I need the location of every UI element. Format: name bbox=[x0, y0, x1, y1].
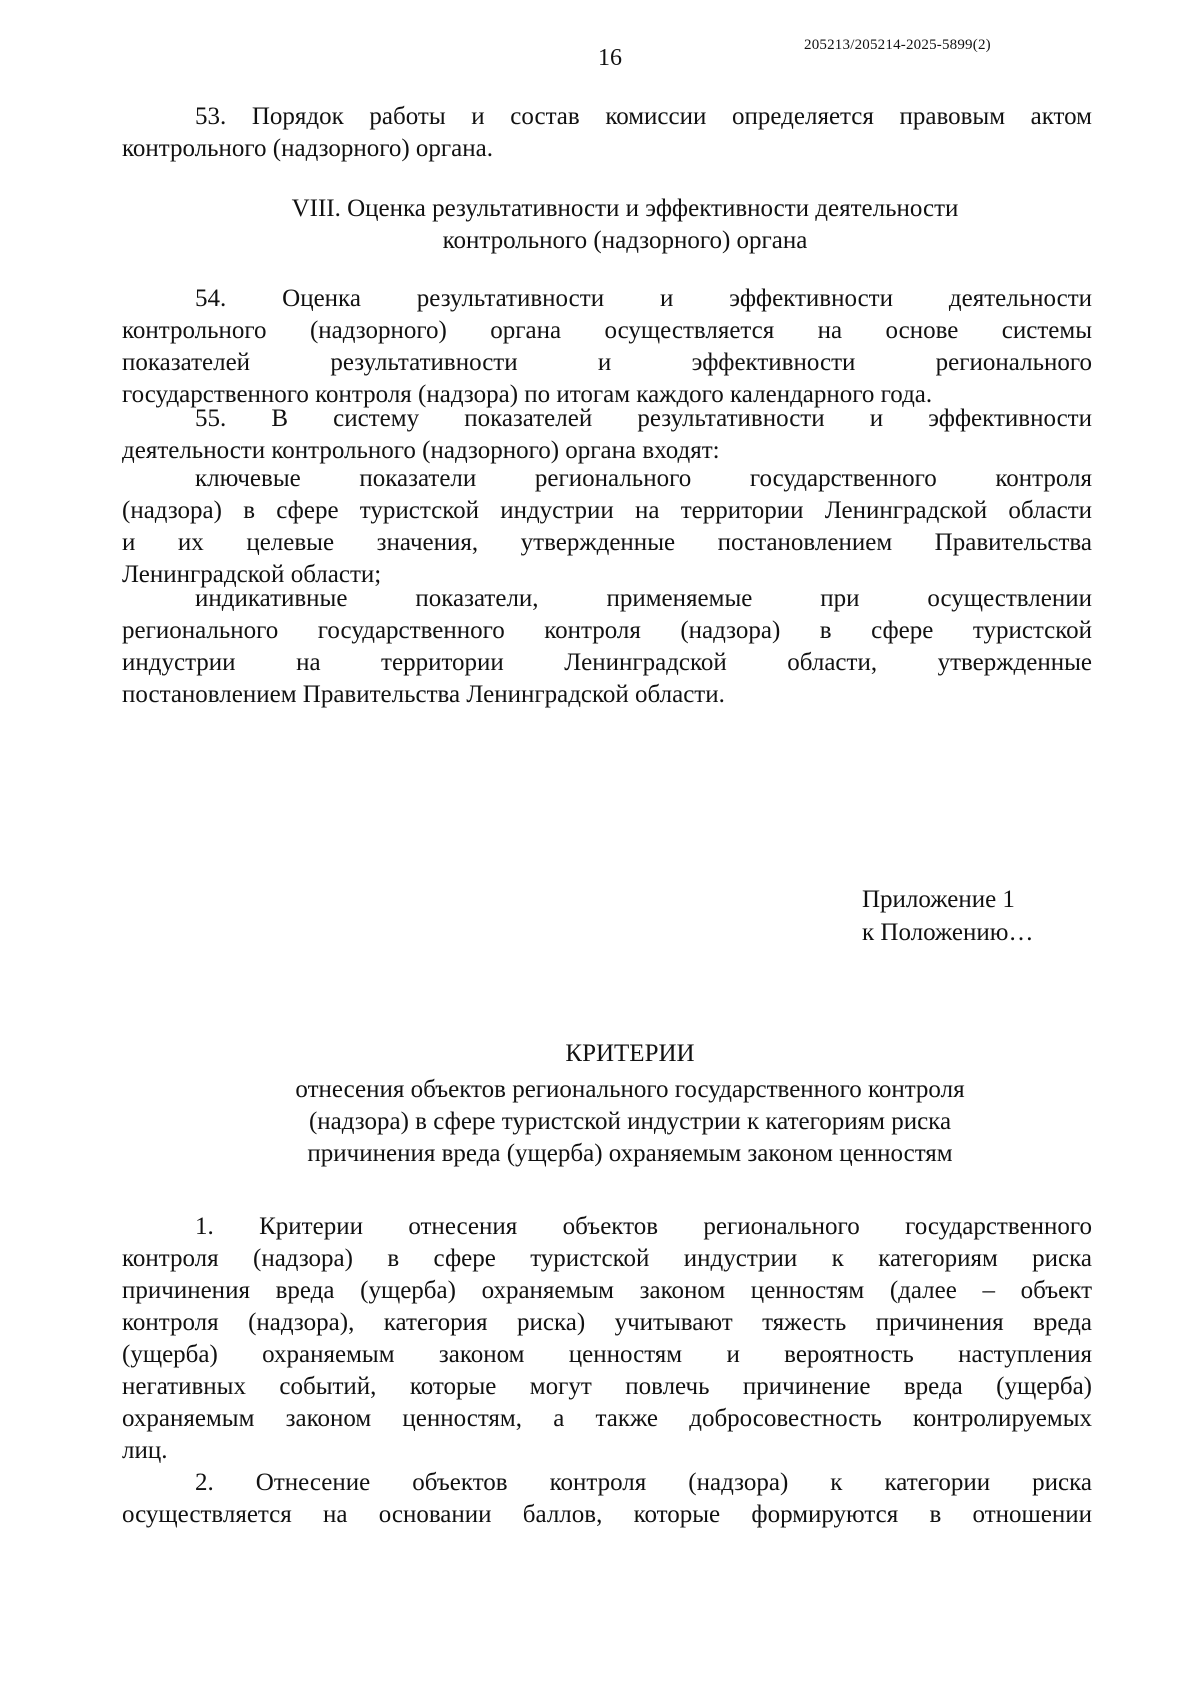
section-heading-line: контрольного (надзорного) органа bbox=[442, 227, 808, 254]
text-line: индикативные показатели, применяемые при осуществлении bbox=[195, 585, 1092, 612]
text-line: причинения вреда (ущерба) охраняемым законом ценностям (далее – объект bbox=[122, 1277, 1092, 1304]
list-item-key-indicators bbox=[122, 463, 1092, 591]
text-line: 2. Отнесение объектов контроля (надзора) к категории риска bbox=[195, 1469, 1092, 1496]
annex-line: Приложение 1 bbox=[862, 886, 1015, 913]
annex-label bbox=[862, 883, 1033, 949]
criteria-paragraph-1 bbox=[122, 1211, 1092, 1467]
document-code: 205213/205214-2025-5899(2) bbox=[804, 37, 991, 53]
text-line: Ленинградской области; bbox=[122, 561, 382, 588]
text-line: и их целевые значения, утвержденные постановлением Правительства bbox=[122, 529, 1092, 556]
text-line: осуществляется на основании баллов, которые формируются в отношении bbox=[122, 1501, 1092, 1528]
criteria-paragraph-2 bbox=[122, 1467, 1092, 1531]
text-line: ключевые показатели регионального государственного контроля bbox=[195, 465, 1092, 492]
criteria-subtitle-line: (надзора) в сфере туристской индустрии к категориям риска bbox=[308, 1108, 952, 1135]
text-line: постановлением Правительства Ленинградской области. bbox=[122, 681, 725, 708]
section-heading bbox=[122, 193, 1128, 257]
text-line: 55. В систему показателей результативности и эффективности bbox=[195, 405, 1092, 432]
text-line: (надзора) в сфере туристской индустрии на территории Ленинградской области bbox=[122, 497, 1092, 524]
text-line: государственного контроля (надзора) по итогам каждого календарного года. bbox=[122, 381, 933, 408]
text-line: 54. Оценка результативности и эффективности деятельности bbox=[195, 285, 1092, 312]
paragraph-53 bbox=[122, 101, 1092, 165]
criteria-subtitle-line: причинения вреда (ущерба) охраняемым законом ценностям bbox=[307, 1140, 953, 1167]
annex-line: к Положению… bbox=[862, 919, 1034, 946]
criteria-subtitle bbox=[122, 1074, 1138, 1170]
text-line: контроля (надзора), категория риска) учитывают тяжесть причинения вреда bbox=[122, 1309, 1092, 1336]
text-line: (ущерба) охраняемым законом ценностям и вероятность наступления bbox=[122, 1341, 1092, 1368]
text-line: лиц. bbox=[122, 1437, 168, 1464]
section-heading-line: VIII. Оценка результативности и эффективности деятельности bbox=[291, 195, 959, 222]
text-line: индустрии на территории Ленинградской области, утвержденные bbox=[122, 649, 1092, 676]
text-line: негативных событий, которые могут повлечь причинение вреда (ущерба) bbox=[122, 1373, 1092, 1400]
text-line: деятельности контрольного (надзорного) органа входят: bbox=[122, 437, 720, 464]
text-line: контрольного (надзорного) органа. bbox=[122, 135, 494, 162]
page-number: 16 bbox=[598, 45, 622, 71]
text-line: охраняемым законом ценностям, а также добросовестность контролируемых bbox=[122, 1405, 1092, 1432]
text-line: контрольного (надзорного) органа осуществляется на основе системы bbox=[122, 317, 1092, 344]
criteria-subtitle-line: отнесения объектов регионального государственного контроля bbox=[295, 1076, 965, 1103]
text-line: 1. Критерии отнесения объектов регионального государственного bbox=[195, 1213, 1092, 1240]
paragraph-55 bbox=[122, 403, 1092, 467]
text-line: контроля (надзора) в сфере туристской индустрии к категориям риска bbox=[122, 1245, 1092, 1272]
list-item-indicative-indicators bbox=[122, 583, 1092, 711]
criteria-title: КРИТЕРИИ bbox=[565, 1040, 695, 1067]
text-line: показателей результативности и эффективности регионального bbox=[122, 349, 1092, 376]
paragraph-54 bbox=[122, 283, 1092, 411]
text-line: 53. Порядок работы и состав комиссии определяется правовым актом bbox=[195, 103, 1092, 130]
text-line: регионального государственного контроля (надзора) в сфере туристской bbox=[122, 617, 1092, 644]
